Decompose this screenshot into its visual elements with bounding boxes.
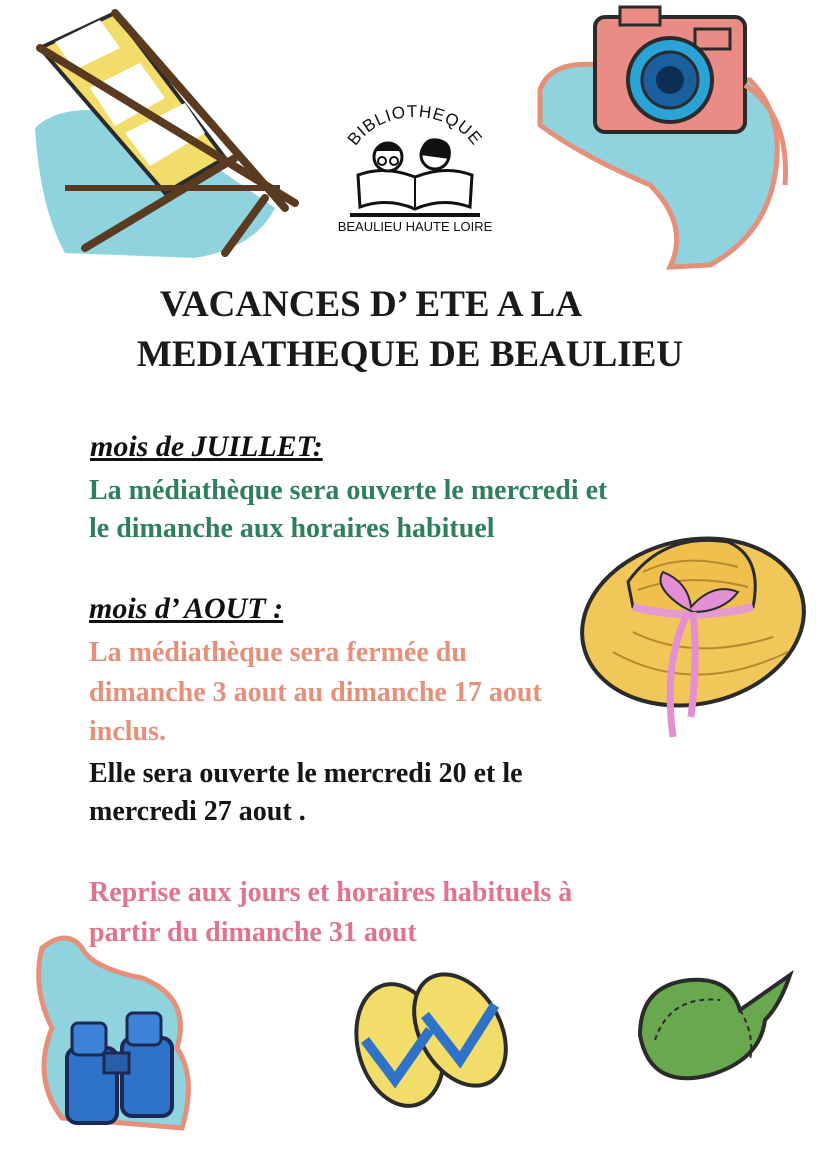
july-text-line-1: La médiathèque sera ouverte le mercredi et: [89, 475, 608, 506]
july-text-line-2: le dimanche aux horaires habituel: [89, 513, 495, 544]
page-title-line-1: VACANCES D’ ETE A LA: [159, 284, 583, 325]
august-closed-line-2: dimanche 3 aout au dimanche 17 aout: [89, 677, 542, 708]
page-title-line-2: MEDIATHEQUE DE BEAULIEU: [136, 334, 684, 375]
deck-chair-icon: [25, 8, 325, 268]
binoculars-icon: [22, 928, 232, 1138]
logo-sub-text: BEAULIEU HAUTE LOIRE: [337, 219, 493, 234]
camera-icon: [520, 5, 800, 275]
sun-hat-icon: [573, 512, 813, 747]
resume-line-1: Reprise aux jours et horaires habituels à: [89, 877, 573, 908]
august-open-line-2: mercredi 27 aout .: [89, 796, 306, 827]
july-heading: mois de JUILLET:: [90, 430, 323, 463]
cap-icon: [630, 965, 800, 1095]
august-closed-line-3: inclus.: [89, 716, 167, 747]
august-closed-line-1: La médiathèque sera fermée du: [89, 637, 467, 668]
flip-flops-icon: [345, 960, 525, 1110]
august-heading: mois d’ AOUT :: [89, 592, 284, 625]
logo-arc-text: BIBLIOTHEQUE: [343, 101, 487, 149]
resume-line-2: partir du dimanche 31 aout: [89, 917, 417, 948]
august-open-line-1: Elle sera ouverte le mercredi 20 et le: [89, 758, 523, 789]
library-logo: [330, 95, 500, 235]
